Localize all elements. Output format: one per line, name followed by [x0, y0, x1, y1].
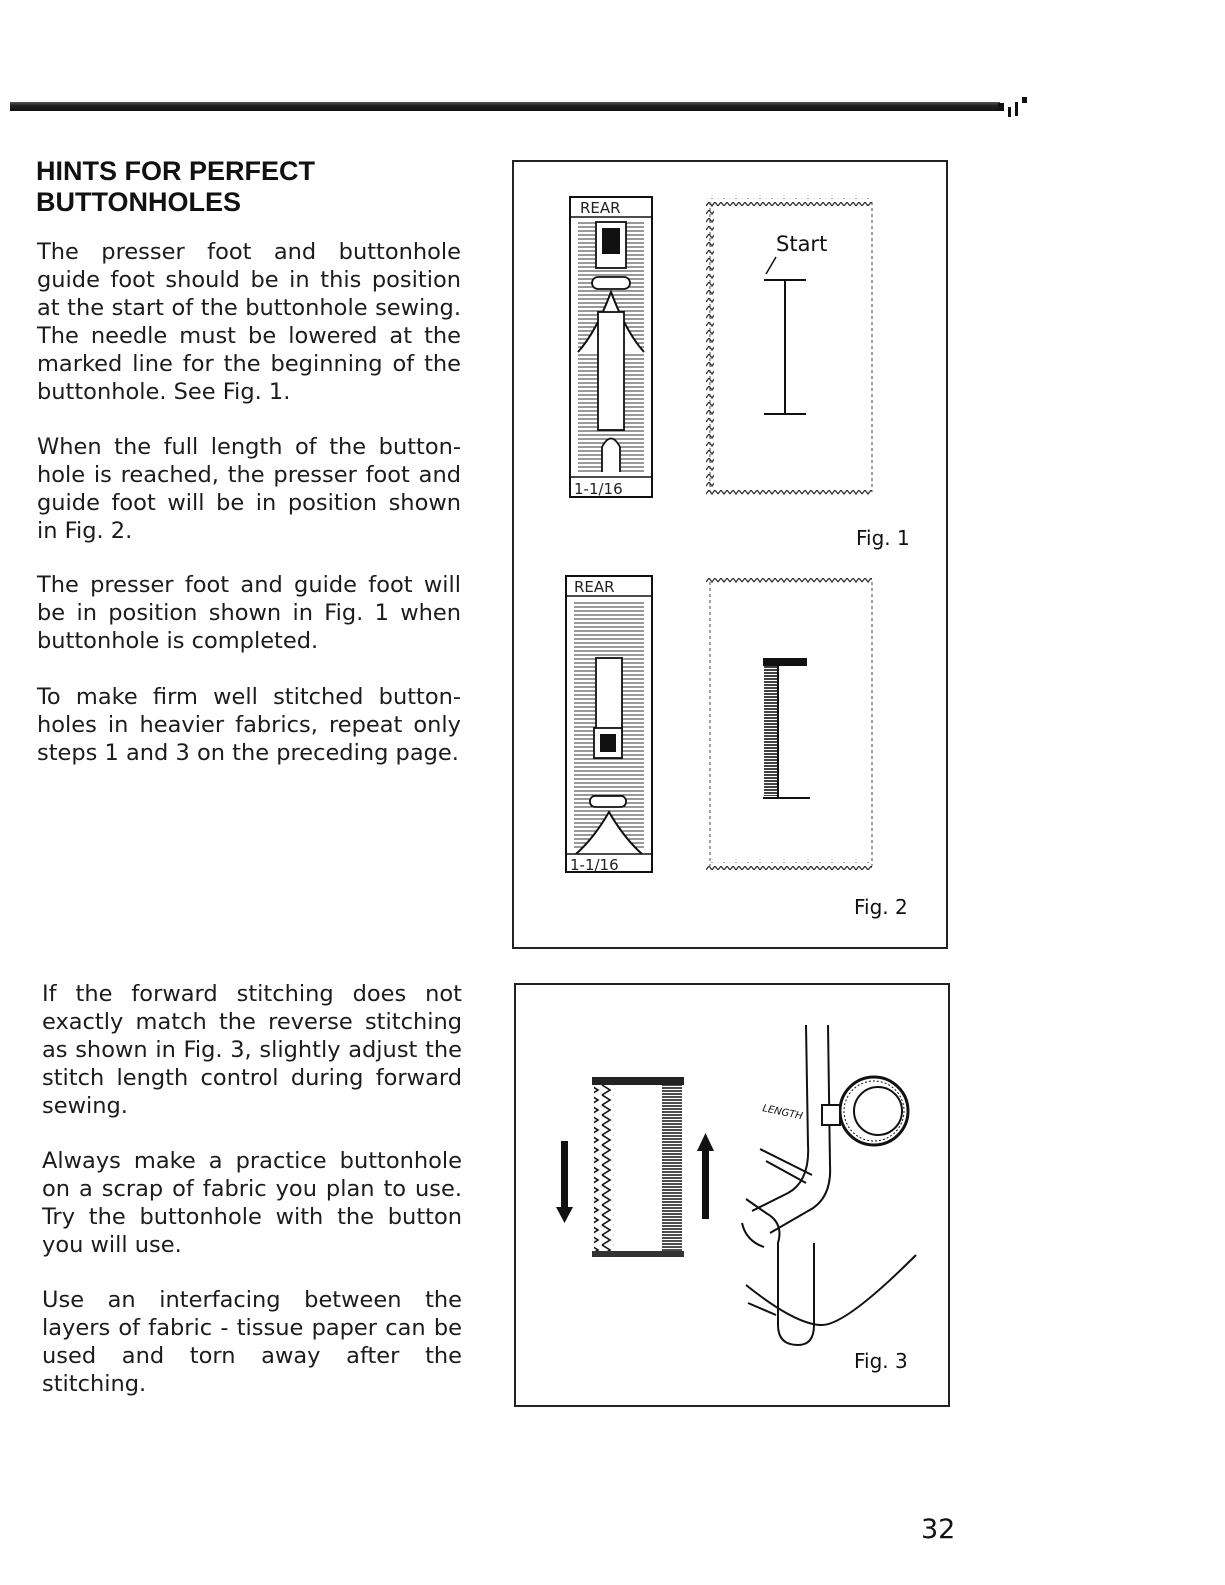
- page-heading: HINTS FOR PERFECT BUTTONHOLES: [36, 156, 316, 217]
- foot-label-rear: REAR: [580, 199, 621, 217]
- foot-label-size: 1-1/16: [570, 856, 619, 874]
- arrow-down-icon: [556, 1141, 573, 1223]
- figure-3-label: Fig. 3: [854, 1349, 908, 1373]
- paragraph-practice: Always make a practice buttonhole on a scrap of fabric you plan to use. Try the buttonhole with the button you will use.: [42, 1148, 462, 1258]
- paragraph-heavier-fabrics: To make firm well stitched button-holes in heavier fabrics, repeat only steps 1 and 3 on the preceding page.: [37, 684, 461, 766]
- machine-corner: [742, 1025, 916, 1345]
- length-dial-icon: [822, 1077, 908, 1145]
- paragraph-completed: The presser foot and guide foot will be in position shown in Fig. 1 when buttonhole is completed.: [37, 572, 461, 654]
- figure-1-2-illustration: [514, 162, 946, 947]
- figure-2-label: Fig. 2: [854, 895, 908, 919]
- page-number: 32: [921, 1514, 956, 1545]
- foot-label-rear: REAR: [574, 578, 615, 596]
- presser-foot-fig2: [566, 576, 652, 874]
- paragraph-start-position: The presser foot and buttonhole guide foot should be in this position at the start of the buttonhole sewing. The needle must be lowered at the marked line for the beginning of the buttonhole. See Fig. 1.: [37, 239, 461, 405]
- figure-panel-3: [514, 983, 950, 1407]
- figure-1-label: Fig. 1: [856, 526, 910, 550]
- fabric-swatch-fig2: [706, 578, 872, 870]
- paragraph-full-length: When the full length of the button-hole is reached, the presser foot and guide foot will be in position shown in Fig. 2.: [37, 434, 461, 544]
- dial-length-label: LENGTH: [761, 1103, 804, 1123]
- paragraph-interfacing: Use an interfacing between the layers of fabric - tissue paper can be used and torn away after the stitching.: [42, 1287, 462, 1397]
- buttonhole-sample: [592, 1077, 684, 1257]
- figure-panel-1-2: [512, 160, 948, 949]
- paragraph-stitch-length: If the forward stitching does not exactly match the reverse stitching as shown in Fig. 3, slightly adjust the stitch length control during forward sewing.: [42, 981, 462, 1119]
- start-label: Start: [776, 232, 828, 256]
- foot-label-size: 1-1/16: [574, 480, 623, 498]
- header-rule-ornament: [998, 96, 1038, 120]
- header-rule: [10, 102, 1000, 111]
- presser-foot-fig1: [570, 197, 652, 498]
- arrow-up-icon: [697, 1133, 714, 1219]
- figure-3-illustration: [516, 985, 948, 1405]
